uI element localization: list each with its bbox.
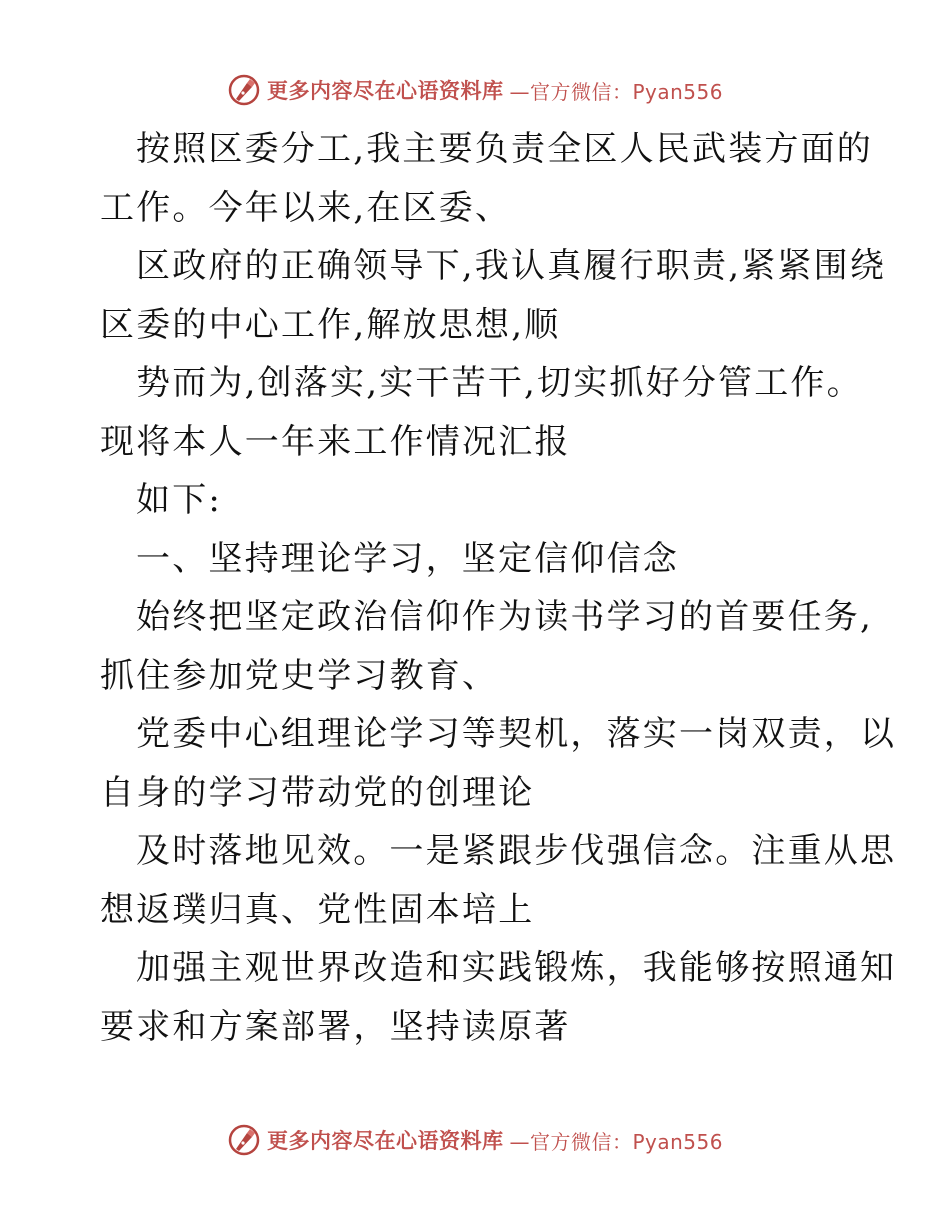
body-line-12: 自身的学习带动党的创理论 [100,772,535,813]
body-line-4: 区委的中心工作,解放思想,顺 [100,304,561,345]
header-banner [0,70,950,110]
body-line-14: 想返璞归真、党性固本培上 [100,889,535,930]
body-line-9: 始终把坚定政治信仰作为读书学习的首要任务, [136,597,874,637]
banner-title: 更多内容尽在心语资料库 [266,78,504,103]
body-line-2: 工作。今年以来,在区委、 [100,187,512,228]
footer-banner [0,1120,950,1160]
body-line-3: 区政府的正确领导下,我认真履行职责,紧紧围绕 [136,246,887,286]
body-line-15: 加强主观世界改造和实践锻炼，我能够按照通知 [136,948,897,988]
pen-nib-logo-icon [227,1123,261,1157]
body-line-16: 要求和方案部署，坚持读原著 [100,1006,571,1047]
body-line-1: 按照区委分工,我主要负责全区人民武装方面的 [136,129,874,169]
body-line-11: 党委中心组理论学习等契机，落实一岗双责，以 [136,714,897,754]
banner-wechat: —官方微信：Pyan556 [509,1129,723,1154]
body-line-7: 如下: [136,480,223,520]
banner-wechat: —官方微信：Pyan556 [509,79,723,104]
section-heading-1: 一、坚持理论学习，坚定信仰信念 [136,538,679,579]
body-line-5: 势而为,创落实,实干苦干,切实抓好分管工作。 [136,363,863,403]
pen-nib-logo-icon [227,73,261,107]
body-line-13: 及时落地见效。一是紧跟步伐强信念。注重从思 [136,831,897,871]
document-body [100,120,897,1056]
body-line-10: 抓住参加党史学习教育、 [100,655,499,696]
banner-title: 更多内容尽在心语资料库 [266,1128,504,1153]
body-line-6: 现将本人一年来工作情况汇报 [100,421,571,462]
